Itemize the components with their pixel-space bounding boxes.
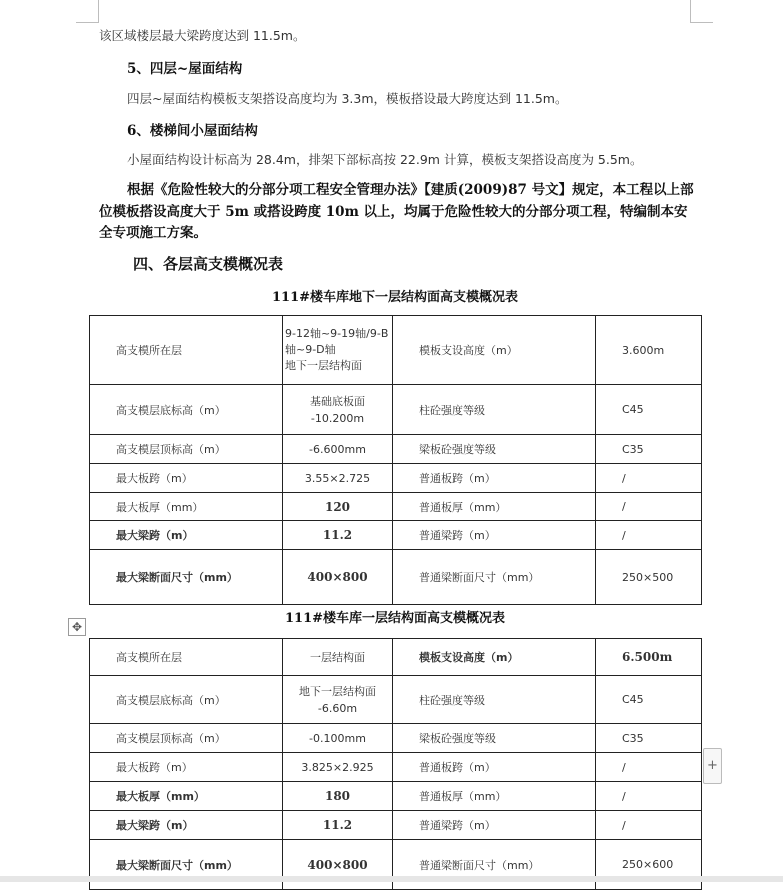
- table-cell: 普通板跨（m）: [393, 753, 596, 782]
- table-cell: 11.2: [283, 521, 393, 550]
- table-cell-line: 轴~9-D轴: [285, 343, 336, 356]
- table-cell-line: 基础底板面: [310, 394, 365, 408]
- paragraph-6: 小屋面结构设计标高为 28.4m，排架下部标高按 22.9m 计算，模板支架搭设高度为 5.5m。: [127, 152, 643, 167]
- move-icon-glyph: ✥: [71, 620, 83, 634]
- table1-title: 111#楼车库地下一层结构面高支模概况表: [271, 290, 519, 305]
- table-row: [90, 493, 702, 521]
- table-cell: 高支模层顶标高（m）: [90, 724, 283, 753]
- table-cell-line: -6.60m: [317, 701, 358, 715]
- section-4-heading: 四、各层高支模概况表: [133, 255, 284, 273]
- table-cell: /: [596, 521, 702, 550]
- table-cell: [283, 385, 393, 435]
- table-cell: 普通板厚（mm）: [393, 782, 596, 811]
- table-cell: 最大板跨（m）: [90, 464, 283, 493]
- table-cell: 最大板厚（mm）: [90, 493, 283, 521]
- table-cell-line: 9-12轴~9-19轴/9-B: [285, 327, 389, 340]
- table-cell-line: 地下一层结构面: [285, 359, 362, 372]
- table-cell: C35: [596, 435, 702, 464]
- table-cell: 高支模所在层: [90, 639, 283, 676]
- table-cell: /: [596, 753, 702, 782]
- table-cell: 梁板砼强度等级: [393, 724, 596, 753]
- table-cell: 3.825×2.925: [283, 753, 393, 782]
- table-cell: /: [596, 464, 702, 493]
- table-cell: 普通板厚（mm）: [393, 493, 596, 521]
- basis-line: 位模板搭设高度大于 5m 或搭设跨度 10m 以上，均属于危险性较大的分部分项工程，特编制本安: [99, 203, 688, 220]
- table-row: [90, 550, 702, 605]
- table-cell: 最大梁断面尺寸（mm）: [90, 840, 283, 890]
- table-row: [90, 811, 702, 840]
- table-cell: 高支模层底标高（m）: [90, 676, 283, 724]
- table-row: [90, 464, 702, 493]
- table-cell: 3.55×2.725: [283, 464, 393, 493]
- table-cell: /: [596, 493, 702, 521]
- table-row: [90, 385, 702, 435]
- table-cell: 高支模所在层: [90, 316, 283, 385]
- table-row: [90, 676, 702, 724]
- table-cell: 普通梁跨（m）: [393, 521, 596, 550]
- table-row: [90, 840, 702, 890]
- basis-line: 全专项施工方案。: [99, 225, 207, 241]
- table-cell: C45: [596, 385, 702, 435]
- table-cell: 250×500: [596, 550, 702, 605]
- table-cell: 250×600: [596, 840, 702, 890]
- table-cell: 最大板厚（mm）: [90, 782, 283, 811]
- table-cell: 400×800: [283, 550, 393, 605]
- table2: [89, 638, 702, 890]
- table-cell: 最大梁跨（m）: [90, 521, 283, 550]
- table-cell: 普通板跨（m）: [393, 464, 596, 493]
- table-cell: /: [596, 782, 702, 811]
- table-cell: C45: [596, 676, 702, 724]
- table-cell: 3.600m: [596, 316, 702, 385]
- table-row: [90, 316, 702, 385]
- add-row-button[interactable]: [703, 748, 722, 784]
- page-corner-right: [690, 0, 713, 23]
- move-icon[interactable]: [68, 618, 86, 636]
- page-corner-left: [76, 0, 99, 23]
- table-cell: 高支模层顶标高（m）: [90, 435, 283, 464]
- table-cell: 最大板跨（m）: [90, 753, 283, 782]
- table-cell: 120: [283, 493, 393, 521]
- table-row: [90, 782, 702, 811]
- heading-6: 6、楼梯间小屋面结构: [127, 123, 258, 139]
- table-cell: 模板支设高度（m）: [393, 316, 596, 385]
- table-cell: 一层结构面: [283, 639, 393, 676]
- table-cell: [283, 316, 393, 385]
- bottom-scroll-area: [0, 876, 783, 882]
- table-cell: 最大梁断面尺寸（mm）: [90, 550, 283, 605]
- table-cell: -6.600mm: [283, 435, 393, 464]
- table-cell-line: 地下一层结构面: [299, 684, 376, 698]
- table-cell-line: -10.200m: [310, 411, 365, 425]
- table1: [89, 315, 702, 605]
- table-cell: 180: [283, 782, 393, 811]
- table-cell: 6.500m: [596, 639, 702, 676]
- table-cell: 400×800: [283, 840, 393, 890]
- table-cell: C35: [596, 724, 702, 753]
- table-cell: 普通梁断面尺寸（mm）: [393, 550, 596, 605]
- plus-icon: +: [707, 758, 718, 773]
- table-cell: 11.2: [283, 811, 393, 840]
- basis-paragraph: [99, 180, 699, 245]
- table-cell: 柱砼强度等级: [393, 676, 596, 724]
- table-cell: 普通梁断面尺寸（mm）: [393, 840, 596, 890]
- table-cell: 模板支设高度（m）: [393, 639, 596, 676]
- table-row: [90, 521, 702, 550]
- table-cell: [283, 676, 393, 724]
- table-row: [90, 753, 702, 782]
- table-row: [90, 724, 702, 753]
- table-row: [90, 639, 702, 676]
- table-cell: 梁板砼强度等级: [393, 435, 596, 464]
- table2-title: 111#楼车库一层结构面高支模概况表: [284, 611, 506, 626]
- table-cell: -0.100mm: [283, 724, 393, 753]
- table-cell: 高支模层底标高（m）: [90, 385, 283, 435]
- paragraph-5: 四层~屋面结构模板支架搭设高度均为 3.3m，模板搭设最大跨度达到 11.5m。: [127, 91, 568, 106]
- basis-line: 根据《危险性较大的分部分项工程安全管理办法》【建质(2009)87 号文】规定，本工程以上部: [127, 182, 694, 198]
- table-cell: 最大梁跨（m）: [90, 811, 283, 840]
- table-cell: 柱砼强度等级: [393, 385, 596, 435]
- doc-line-top: 该区域楼层最大梁跨度达到 11.5m。: [99, 28, 306, 43]
- table-cell: 普通梁跨（m）: [393, 811, 596, 840]
- table-cell: /: [596, 811, 702, 840]
- heading-5: 5、四层~屋面结构: [127, 61, 243, 77]
- table-row: [90, 435, 702, 464]
